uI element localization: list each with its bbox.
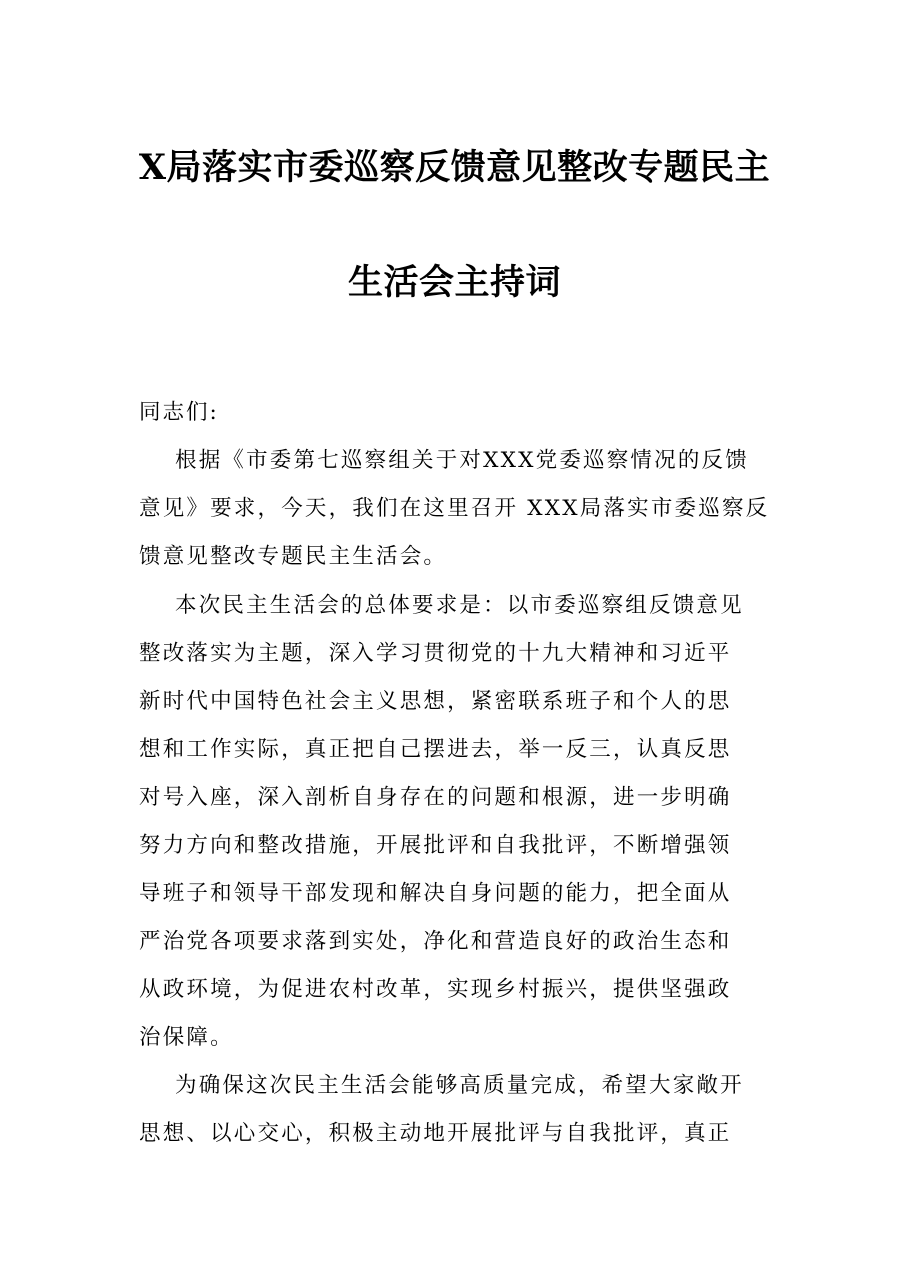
paragraph-line: 本次民主生活会的总体要求是：以市委巡察组反馈意见 [175, 593, 744, 618]
paragraph-line: 努力方向和整改措施，开展批评和自我批评，不断增强领 [139, 833, 732, 858]
paragraph-line: 思想、以心交心，积极主动地开展批评与自我批评，真正 [139, 1121, 732, 1146]
document-title-line-2: 生活会主持词 [347, 262, 561, 303]
paragraph-1 [139, 437, 779, 581]
paragraph-line: 为确保这次民主生活会能够高质量完成，希望大家敞开 [175, 1073, 744, 1098]
paragraph-line: 馈意见整改专题民主生活会。 [139, 544, 448, 569]
paragraph-line: 意见》要求，今天，我们在这里召开 XXX局落实市委巡察反 [139, 496, 770, 521]
paragraph-line: 想和工作实际，真正把自己摆进去，举一反三，认真反思 [139, 737, 732, 762]
paragraph-line: 对号入座，深入剖析自身存在的问题和根源，进一步明确 [139, 785, 732, 810]
paragraph-line: 新时代中国特色社会主义思想，紧密联系班子和个人的思 [139, 689, 732, 714]
paragraph-line: 整改落实为主题，深入学习贯彻党的十九大精神和习近平 [139, 641, 732, 666]
paragraph-line: 从政环境，为促进农村改革，实现乡村振兴，提供坚强政 [139, 977, 732, 1002]
paragraph-line: 严治党各项要求落到实处，净化和营造良好的政治生态和 [139, 929, 732, 954]
paragraph-line: 根据《市委第七巡察组关于对XXX党委巡察情况的反馈 [175, 448, 749, 473]
paragraph-line: 治保障。 [139, 1025, 234, 1050]
paragraph-line: 导班子和领导干部发现和解决自身问题的能力，把全面从 [139, 881, 732, 906]
salutation: 同志们: [139, 400, 219, 425]
paragraph-2 [139, 582, 779, 1062]
paragraph-3 [139, 1062, 779, 1158]
document-title-line-1: X局落实市委巡察反馈意见整改专题民主 [138, 147, 771, 188]
